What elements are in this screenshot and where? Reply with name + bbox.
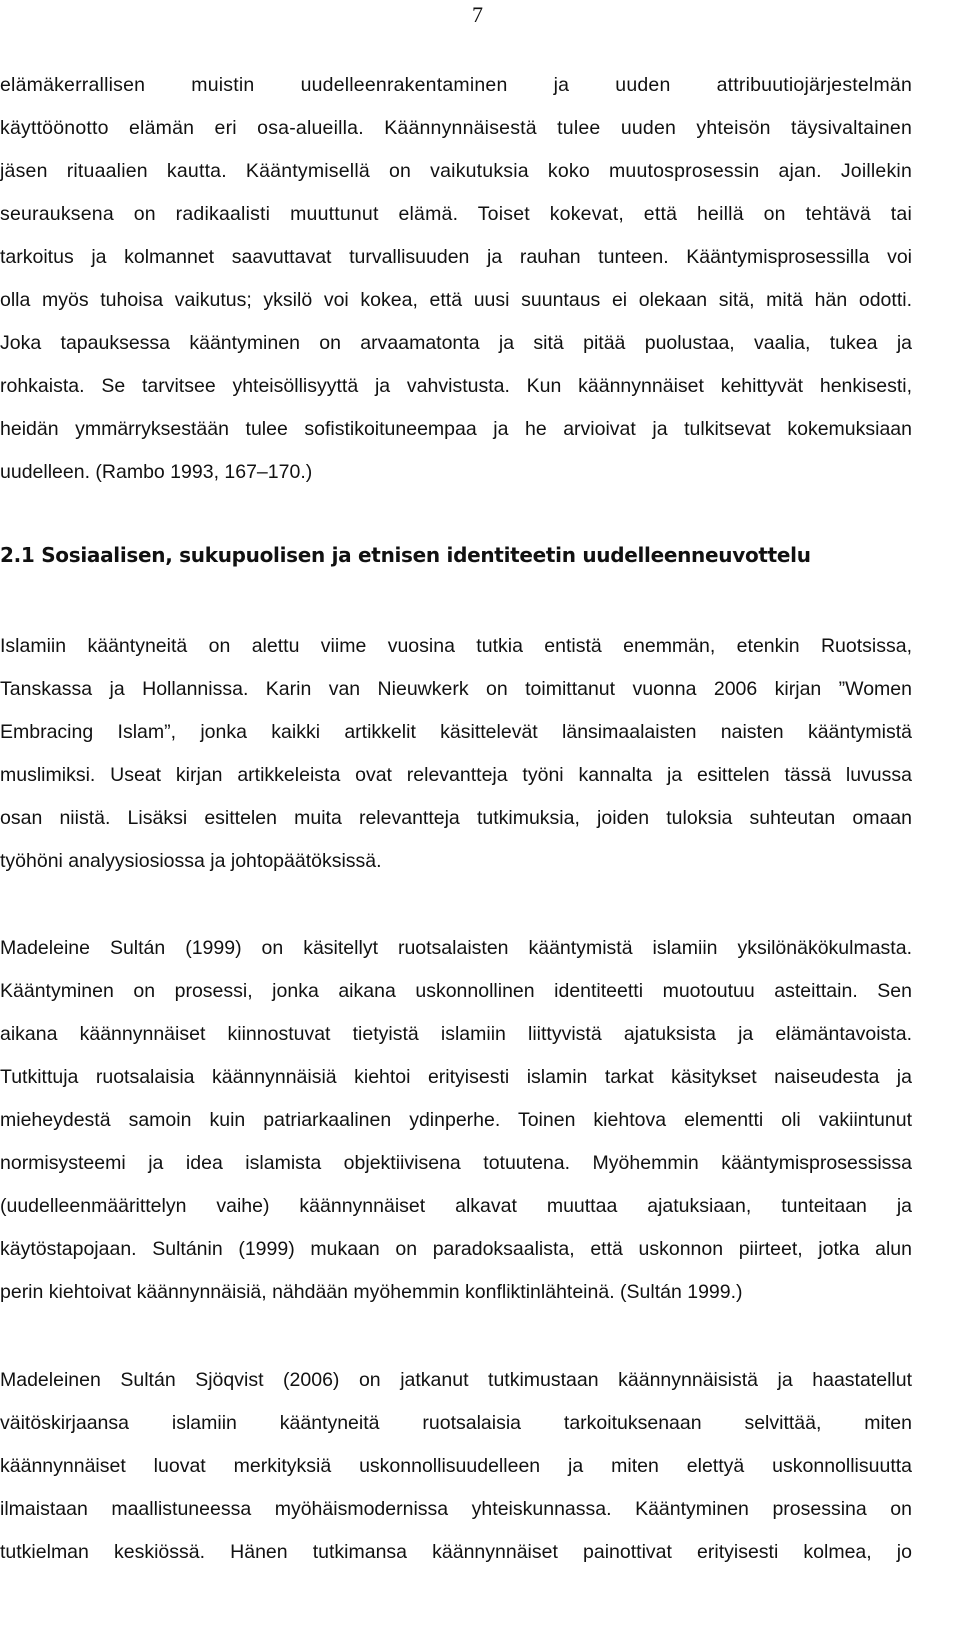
text-line: väitöskirjaansa islamiin kääntyneitä ruotsalaisia tarkoituksenaan selvittää, miten xyxy=(0,1412,912,1434)
text-line: olla myös tuhoisa vaikutus; yksilö voi kokea, että uusi suuntaus ei olekaan sitä, mitä hän odotti. xyxy=(0,289,912,311)
paragraph-4 xyxy=(0,1359,960,1574)
text-line: osan niistä. Lisäksi esittelen muita relevantteja tutkimuksia, joiden tuloksia suhteutan omaan xyxy=(0,807,912,829)
text-line: muslimiksi. Useat kirjan artikkeleista ovat relevantteja työni kannalta ja esittelen tässä luvussa xyxy=(0,764,912,786)
text-line: (uudelleenmäärittelyn vaihe) käännynnäiset alkavat muuttaa ajatuksiaan, tunteitaan ja xyxy=(0,1195,912,1217)
section-heading: 2.1 Sosiaalisen, sukupuolisen ja etnisen identiteetin uudelleenneuvottelu xyxy=(0,543,811,567)
text-line: tutkielman keskiössä. Hänen tutkimansa käännynnäiset painottivat erityisesti kolmea, jo xyxy=(0,1541,912,1563)
text-line: mieheydestä samoin kuin patriarkaalinen ydinperhe. Toinen kiehtova elementti oli vakiintunut xyxy=(0,1109,912,1131)
text-line: Embracing Islam”, jonka kaikki artikkelit käsittelevät länsimaalaisten naisten kääntymistä xyxy=(0,721,912,743)
text-line: tarkoitus ja kolmannet saavuttavat turvallisuuden ja rauhan tunteen. Kääntymisprosessilla voi xyxy=(0,246,912,268)
text-line: Joka tapauksessa kääntyminen on arvaamatonta ja sitä pitää puolustaa, vaalia, tukea ja xyxy=(0,332,912,354)
text-line: Madeleinen Sultán Sjöqvist (2006) on jatkanut tutkimustaan käännynnäisistä ja haastatellut xyxy=(0,1369,912,1391)
text-line: aikana käännynnäiset kiinnostuvat tietyistä islamiin liittyvistä ajatuksista ja elämäntavoista. xyxy=(0,1023,912,1045)
text-line: heidän ymmärryksestään tulee sofistikoituneempaa ja he arvioivat ja tulkitsevat kokemuksiaan xyxy=(0,418,912,440)
text-line: Tanskassa ja Hollannissa. Karin van Nieuwkerk on toimittanut vuonna 2006 kirjan ”Women xyxy=(0,678,912,700)
text-line: Tutkittuja ruotsalaisia käännynnäisiä kiehtoi erityisesti islamin tarkat käsitykset naiseudesta ja xyxy=(0,1066,912,1088)
text-line: ilmaistaan maallistuneessa myöhäismodernissa yhteiskunnassa. Kääntyminen prosessina on xyxy=(0,1498,912,1520)
paragraph-1 xyxy=(0,64,960,494)
paragraph-2 xyxy=(0,625,960,883)
text-line: Islamiin kääntyneitä on alettu viime vuosina tutkia entistä enemmän, etenkin Ruotsissa, xyxy=(0,635,912,657)
text-line: rohkaista. Se tarvitsee yhteisöllisyyttä ja vahvistusta. Kun käännynnäiset kehittyvät henkisesti, xyxy=(0,375,912,397)
text-line: käytöstapojaan. Sultánin (1999) mukaan on paradoksaalista, että uskonnon piirteet, jotka alun xyxy=(0,1238,912,1260)
text-line: jäsen rituaalien kautta. Kääntymisellä on vaikutuksia koko muutosprosessin ajan. Joillekin xyxy=(0,160,912,182)
text-line: seurauksena on radikaalisti muuttunut elämä. Toiset kokevat, että heillä on tehtävä tai xyxy=(0,203,912,225)
text-line: Kääntyminen on prosessi, jonka aikana uskonnollinen identiteetti muotoutuu asteittain. Sen xyxy=(0,980,912,1002)
text-line: käyttöönotto elämän eri osa-alueilla. Käännynnäisestä tulee uuden yhteisön täysivaltainen xyxy=(0,117,912,139)
text-line: työhöni analyysiosiossa ja johtopäätöksissä. xyxy=(0,850,382,872)
paragraph-3 xyxy=(0,927,960,1314)
text-line: uudelleen. (Rambo 1993, 167–170.) xyxy=(0,461,313,483)
page-number: 7 xyxy=(472,2,483,27)
text-line: perin kiehtoivat käännynnäisiä, nähdään myöhemmin konfliktinlähteinä. (Sultán 1999.) xyxy=(0,1281,743,1303)
text-line: normisysteemi ja idea islamista objektiivisena totuutena. Myöhemmin kääntymisprosessissa xyxy=(0,1152,912,1174)
text-line: elämäkerrallisen muistin uudelleenrakentaminen ja uuden attribuutiojärjestelmän xyxy=(0,74,912,96)
text-line: Madeleine Sultán (1999) on käsitellyt ruotsalaisten kääntymistä islamiin yksilönäkökulmasta. xyxy=(0,937,912,959)
text-line: käännynnäiset luovat merkityksiä uskonnollisuudelleen ja miten elettyä uskonnollisuutta xyxy=(0,1455,912,1477)
